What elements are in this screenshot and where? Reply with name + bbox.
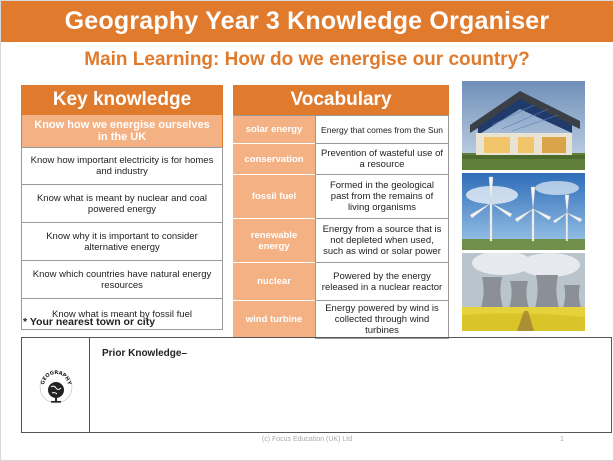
vocabulary-term: conservation (233, 144, 315, 175)
globe-icon (36, 365, 76, 405)
prior-knowledge-label: Prior Knowledge– (102, 348, 188, 359)
geography-logo (22, 338, 90, 432)
prior-knowledge-box (21, 337, 612, 433)
vocabulary-term: fossil fuel (233, 175, 315, 219)
wind-turbines-illustration (462, 173, 585, 250)
key-knowledge-item: Know how important electricity is for homes and industry (21, 147, 223, 185)
vocabulary-definition: Powered by the energy released in a nuclear reactor (315, 263, 449, 300)
vocabulary-row (233, 219, 449, 263)
solar-house-illustration (462, 81, 585, 170)
vocabulary-definition: Formed in the geological past from the remains of living organisms (315, 175, 449, 218)
prior-knowledge-area (90, 338, 611, 432)
title-bar (1, 1, 613, 42)
key-knowledge-item: Know why it is important to consider alternative energy (21, 223, 223, 261)
cooling-towers-illustration (462, 253, 585, 331)
vocabulary-definition: Energy powered by wind is collected through wind turbines (315, 301, 449, 338)
vocabulary-term: solar energy (233, 116, 315, 144)
vocabulary-row (233, 301, 449, 339)
vocabulary-term: nuclear (233, 263, 315, 301)
cooling-towers-image (462, 253, 585, 331)
wind-turbines-image (462, 173, 585, 250)
page-title: Geography Year 3 Knowledge Organiser (64, 7, 550, 35)
vocabulary-definition: Energy that comes from the Sun (315, 116, 449, 143)
copyright-footer: (c) Focus Education (UK) Ltd (261, 436, 353, 443)
main-learning-subtitle: Main Learning: How do we energise our country? (84, 49, 530, 70)
vocabulary-row (233, 115, 449, 144)
vocabulary-table (233, 85, 449, 339)
geography-logo-text: GEOGRAPHY (39, 369, 72, 386)
nearest-town-note: * Your nearest town or city (23, 316, 156, 328)
vocabulary-definition: Energy from a source that is not depleted when used, such as wind or solar power (315, 219, 449, 262)
key-knowledge-item: Know what is meant by fossil fuel (21, 299, 223, 330)
key-knowledge-heading: Key knowledge (21, 85, 223, 115)
solar-house-image (462, 81, 585, 170)
key-knowledge-table (21, 85, 223, 330)
vocabulary-row (233, 175, 449, 219)
key-knowledge-item: Know what is meant by nuclear and coal powered energy (21, 185, 223, 223)
key-knowledge-subheading: Know how we energise ourselves in the UK (21, 115, 223, 147)
page-number: 1 (560, 436, 564, 443)
key-knowledge-item: Know which countries have natural energy resources (21, 261, 223, 299)
vocabulary-heading: Vocabulary (233, 85, 449, 115)
vocabulary-row (233, 263, 449, 301)
vocabulary-term: wind turbine (233, 301, 315, 339)
vocabulary-term: renewable energy (233, 219, 315, 263)
vocabulary-row (233, 144, 449, 175)
vocabulary-definition: Prevention of wasteful use of a resource (315, 144, 449, 174)
